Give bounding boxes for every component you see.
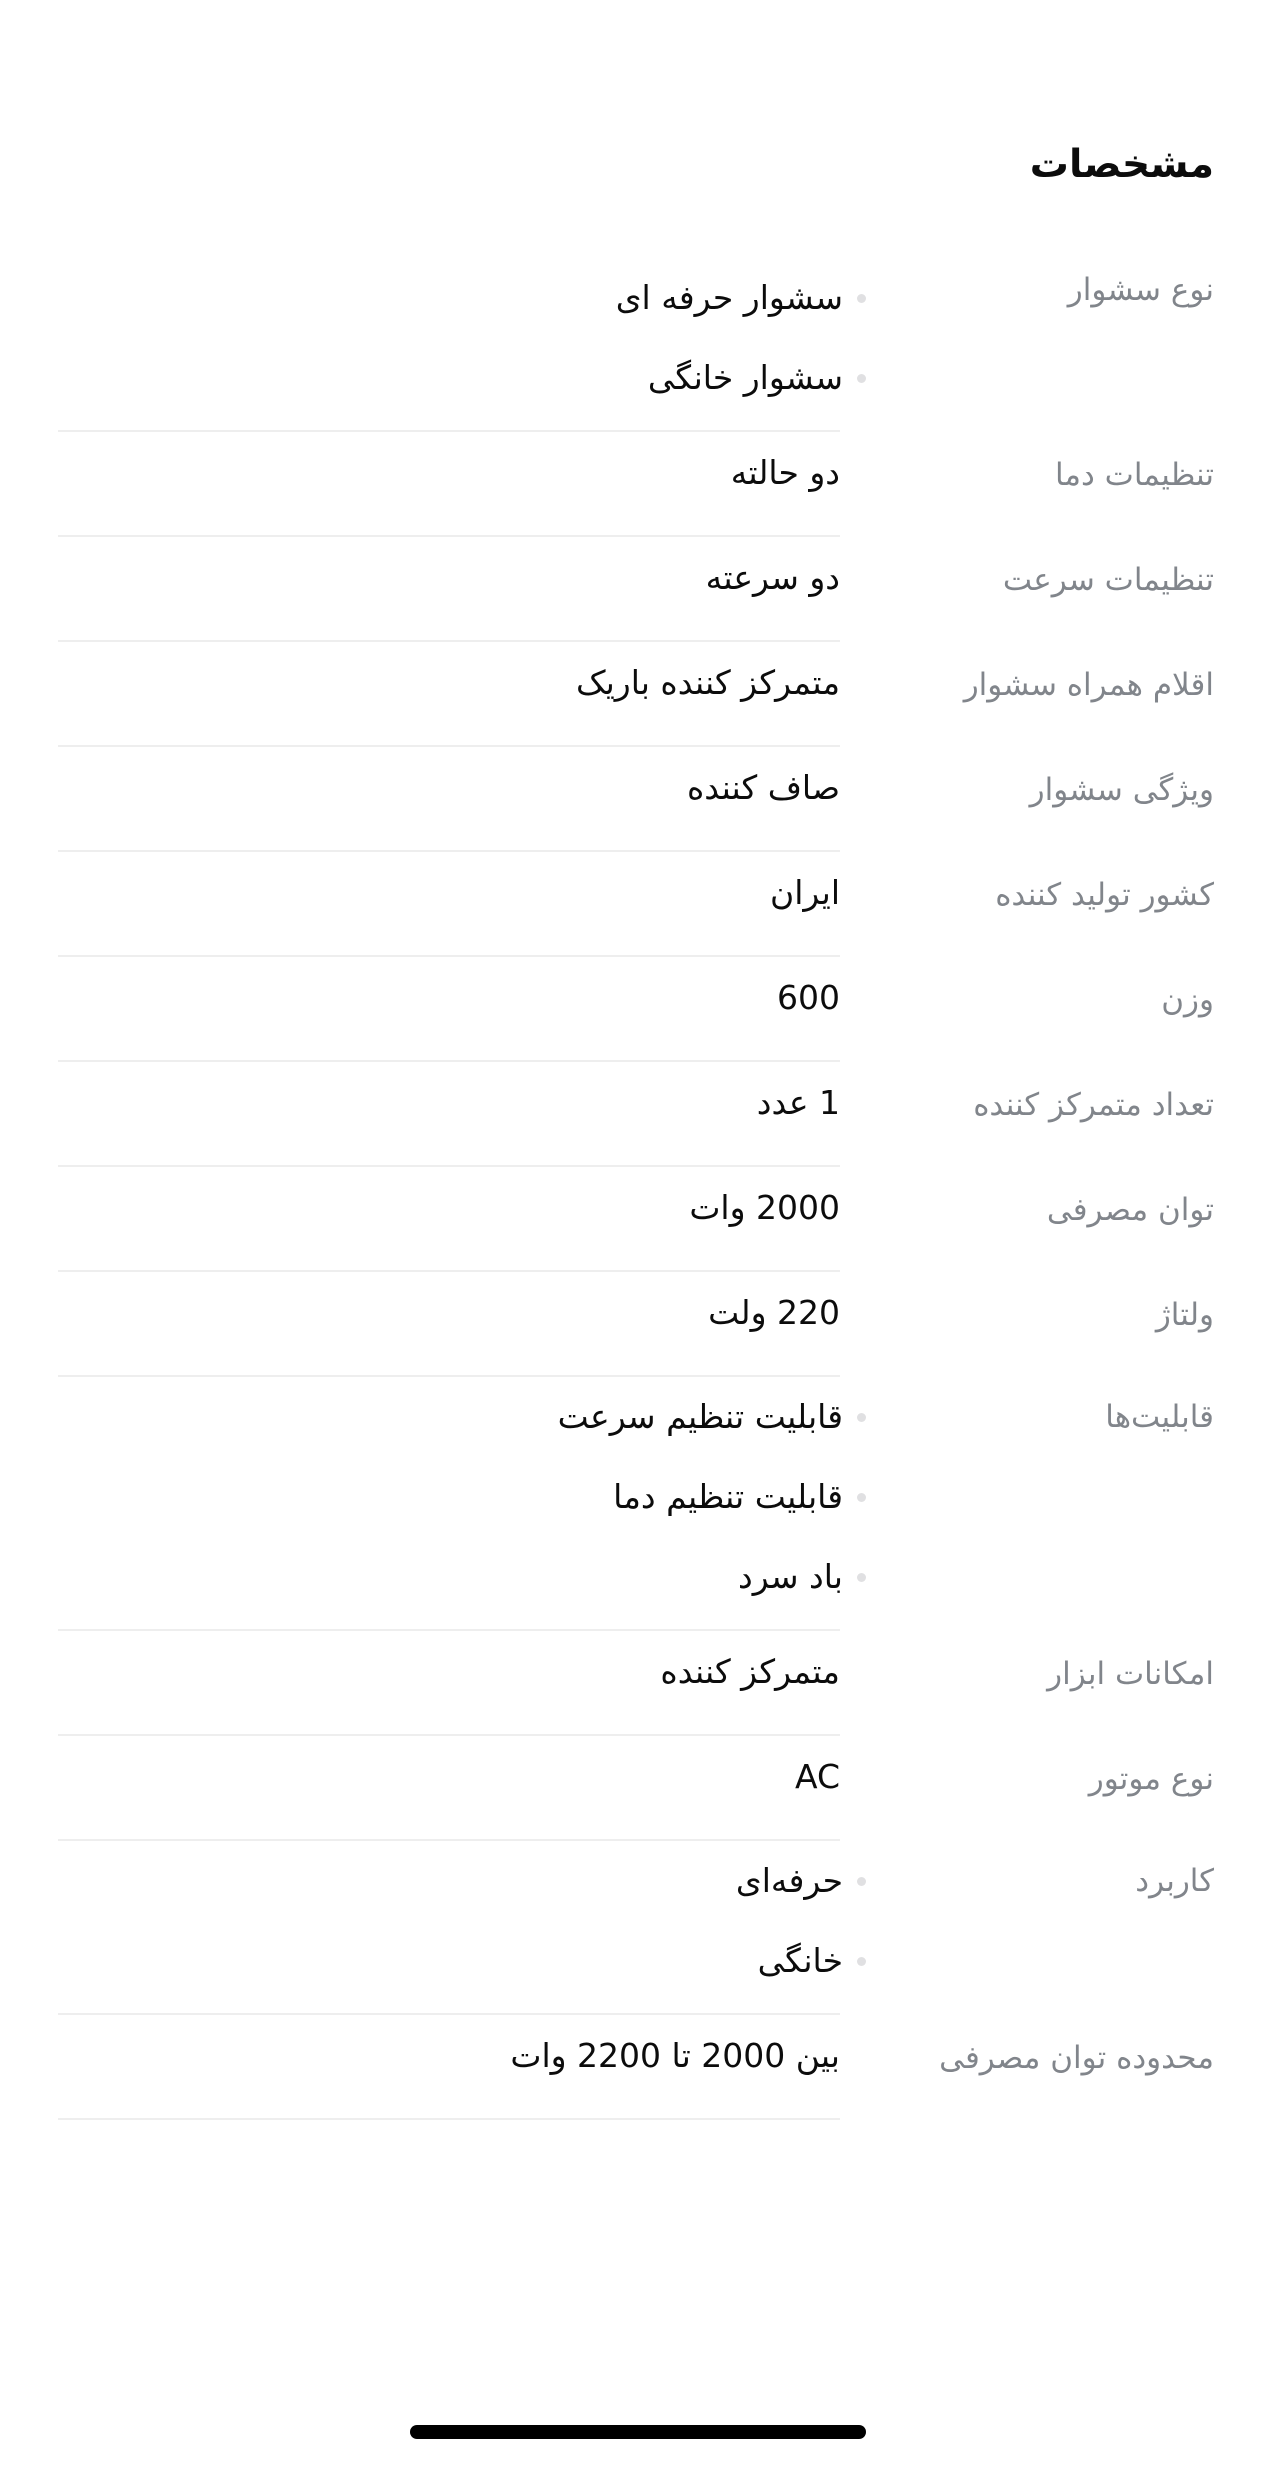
list-item bbox=[58, 1377, 843, 1457]
spec-value: ایران bbox=[770, 873, 840, 912]
spec-value: باد سرد bbox=[738, 1557, 843, 1596]
spec-row-weight bbox=[58, 957, 1214, 1062]
list-item bbox=[58, 1537, 843, 1617]
spec-row-power-range bbox=[58, 2015, 1214, 2120]
bullet-icon bbox=[857, 1877, 866, 1886]
spec-value: متمرکز کننده bbox=[660, 1652, 840, 1691]
spec-label: ویژگی سشوار bbox=[1029, 772, 1214, 808]
list-item bbox=[58, 1921, 843, 2001]
spec-value: 2000 وات bbox=[689, 1188, 840, 1227]
bullet-icon bbox=[857, 294, 866, 303]
spec-value-container bbox=[58, 1841, 843, 2015]
spec-value-container bbox=[58, 2015, 840, 2120]
spec-row-capabilities bbox=[58, 1377, 1214, 1631]
spec-row-concentrator-count bbox=[58, 1062, 1214, 1167]
spec-label: محدوده توان مصرفی bbox=[939, 2040, 1214, 2076]
spec-value-container bbox=[58, 1167, 840, 1272]
spec-label: نوع موتور bbox=[1088, 1761, 1214, 1797]
bullet-icon bbox=[857, 1493, 866, 1502]
spec-row-tool-features bbox=[58, 1631, 1214, 1736]
spec-row-dryer-feature bbox=[58, 747, 1214, 852]
spec-label: نوع سشوار bbox=[1067, 272, 1214, 308]
spec-value: قابلیت تنظیم سرعت bbox=[557, 1397, 843, 1436]
spec-label: تنظیمات سرعت bbox=[1002, 562, 1214, 598]
spec-value: AC bbox=[794, 1757, 840, 1796]
spec-value-container bbox=[58, 852, 840, 957]
bullet-icon bbox=[857, 374, 866, 383]
spec-value: دو حالته bbox=[730, 453, 840, 492]
spec-value-container bbox=[58, 537, 840, 642]
spec-value: 1 عدد bbox=[756, 1083, 840, 1122]
spec-row-included-items bbox=[58, 642, 1214, 747]
spec-value-list bbox=[58, 1377, 843, 1617]
list-item bbox=[58, 338, 843, 418]
spec-value-list bbox=[58, 1841, 843, 2001]
home-indicator[interactable] bbox=[410, 2425, 866, 2439]
spec-row-usage bbox=[58, 1841, 1214, 2015]
spec-label: قابلیت‌ها bbox=[1105, 1399, 1214, 1435]
spec-value-list bbox=[58, 258, 843, 418]
spec-value: قابلیت تنظیم دما bbox=[613, 1477, 843, 1516]
spec-value: بین 2000 تا 2200 وات bbox=[510, 2036, 840, 2075]
list-item bbox=[58, 1457, 843, 1537]
spec-label: ولتاژ bbox=[1155, 1297, 1214, 1333]
bullet-icon bbox=[857, 1573, 866, 1582]
spec-row-power bbox=[58, 1167, 1214, 1272]
spec-value: حرفه‌ای bbox=[735, 1861, 843, 1900]
spec-value-container bbox=[58, 957, 840, 1062]
spec-label: توان مصرفی bbox=[1046, 1192, 1214, 1228]
spec-value: سشوار حرفه ای bbox=[615, 278, 843, 317]
bullet-icon bbox=[857, 1413, 866, 1422]
spec-label: کشور تولید کننده bbox=[995, 877, 1214, 913]
spec-value-container bbox=[58, 747, 840, 852]
spec-row-country bbox=[58, 852, 1214, 957]
spec-value: خانگی bbox=[757, 1941, 843, 1980]
spec-list bbox=[0, 258, 1214, 2120]
spec-label: تنظیمات دما bbox=[1054, 457, 1214, 493]
spec-value-container bbox=[58, 1631, 840, 1736]
spec-label: اقلام همراه سشوار bbox=[963, 667, 1214, 703]
spec-value-container bbox=[58, 1272, 840, 1377]
spec-row-voltage bbox=[58, 1272, 1214, 1377]
list-item bbox=[58, 258, 843, 338]
spec-value-container bbox=[58, 1736, 840, 1841]
spec-value: متمرکز کننده باریک bbox=[576, 663, 840, 702]
section-title: مشخصات bbox=[1029, 142, 1214, 187]
spec-label: وزن bbox=[1161, 982, 1214, 1018]
spec-label: تعداد متمرکز کننده bbox=[973, 1087, 1214, 1123]
spec-row-temperature-settings bbox=[58, 432, 1214, 537]
spec-value: 220 ولت bbox=[708, 1293, 840, 1332]
spec-value-container bbox=[58, 258, 843, 432]
spec-row-dryer-type bbox=[58, 258, 1214, 432]
spec-value: دو سرعته bbox=[705, 558, 840, 597]
spec-value: سشوار خانگی bbox=[647, 358, 843, 397]
spec-value-container bbox=[58, 642, 840, 747]
list-item bbox=[58, 1841, 843, 1921]
spec-value-container bbox=[58, 1062, 840, 1167]
spec-row-motor-type bbox=[58, 1736, 1214, 1841]
spec-value: 600 bbox=[777, 978, 840, 1017]
spec-label: کاربرد bbox=[1135, 1863, 1214, 1899]
spec-row-speed-settings bbox=[58, 537, 1214, 642]
spec-value: صاف کننده bbox=[686, 768, 840, 807]
bullet-icon bbox=[857, 1957, 866, 1966]
spec-label: امکانات ابزار bbox=[1047, 1656, 1214, 1692]
spec-value-container bbox=[58, 1377, 843, 1631]
spec-value-container bbox=[58, 432, 840, 537]
